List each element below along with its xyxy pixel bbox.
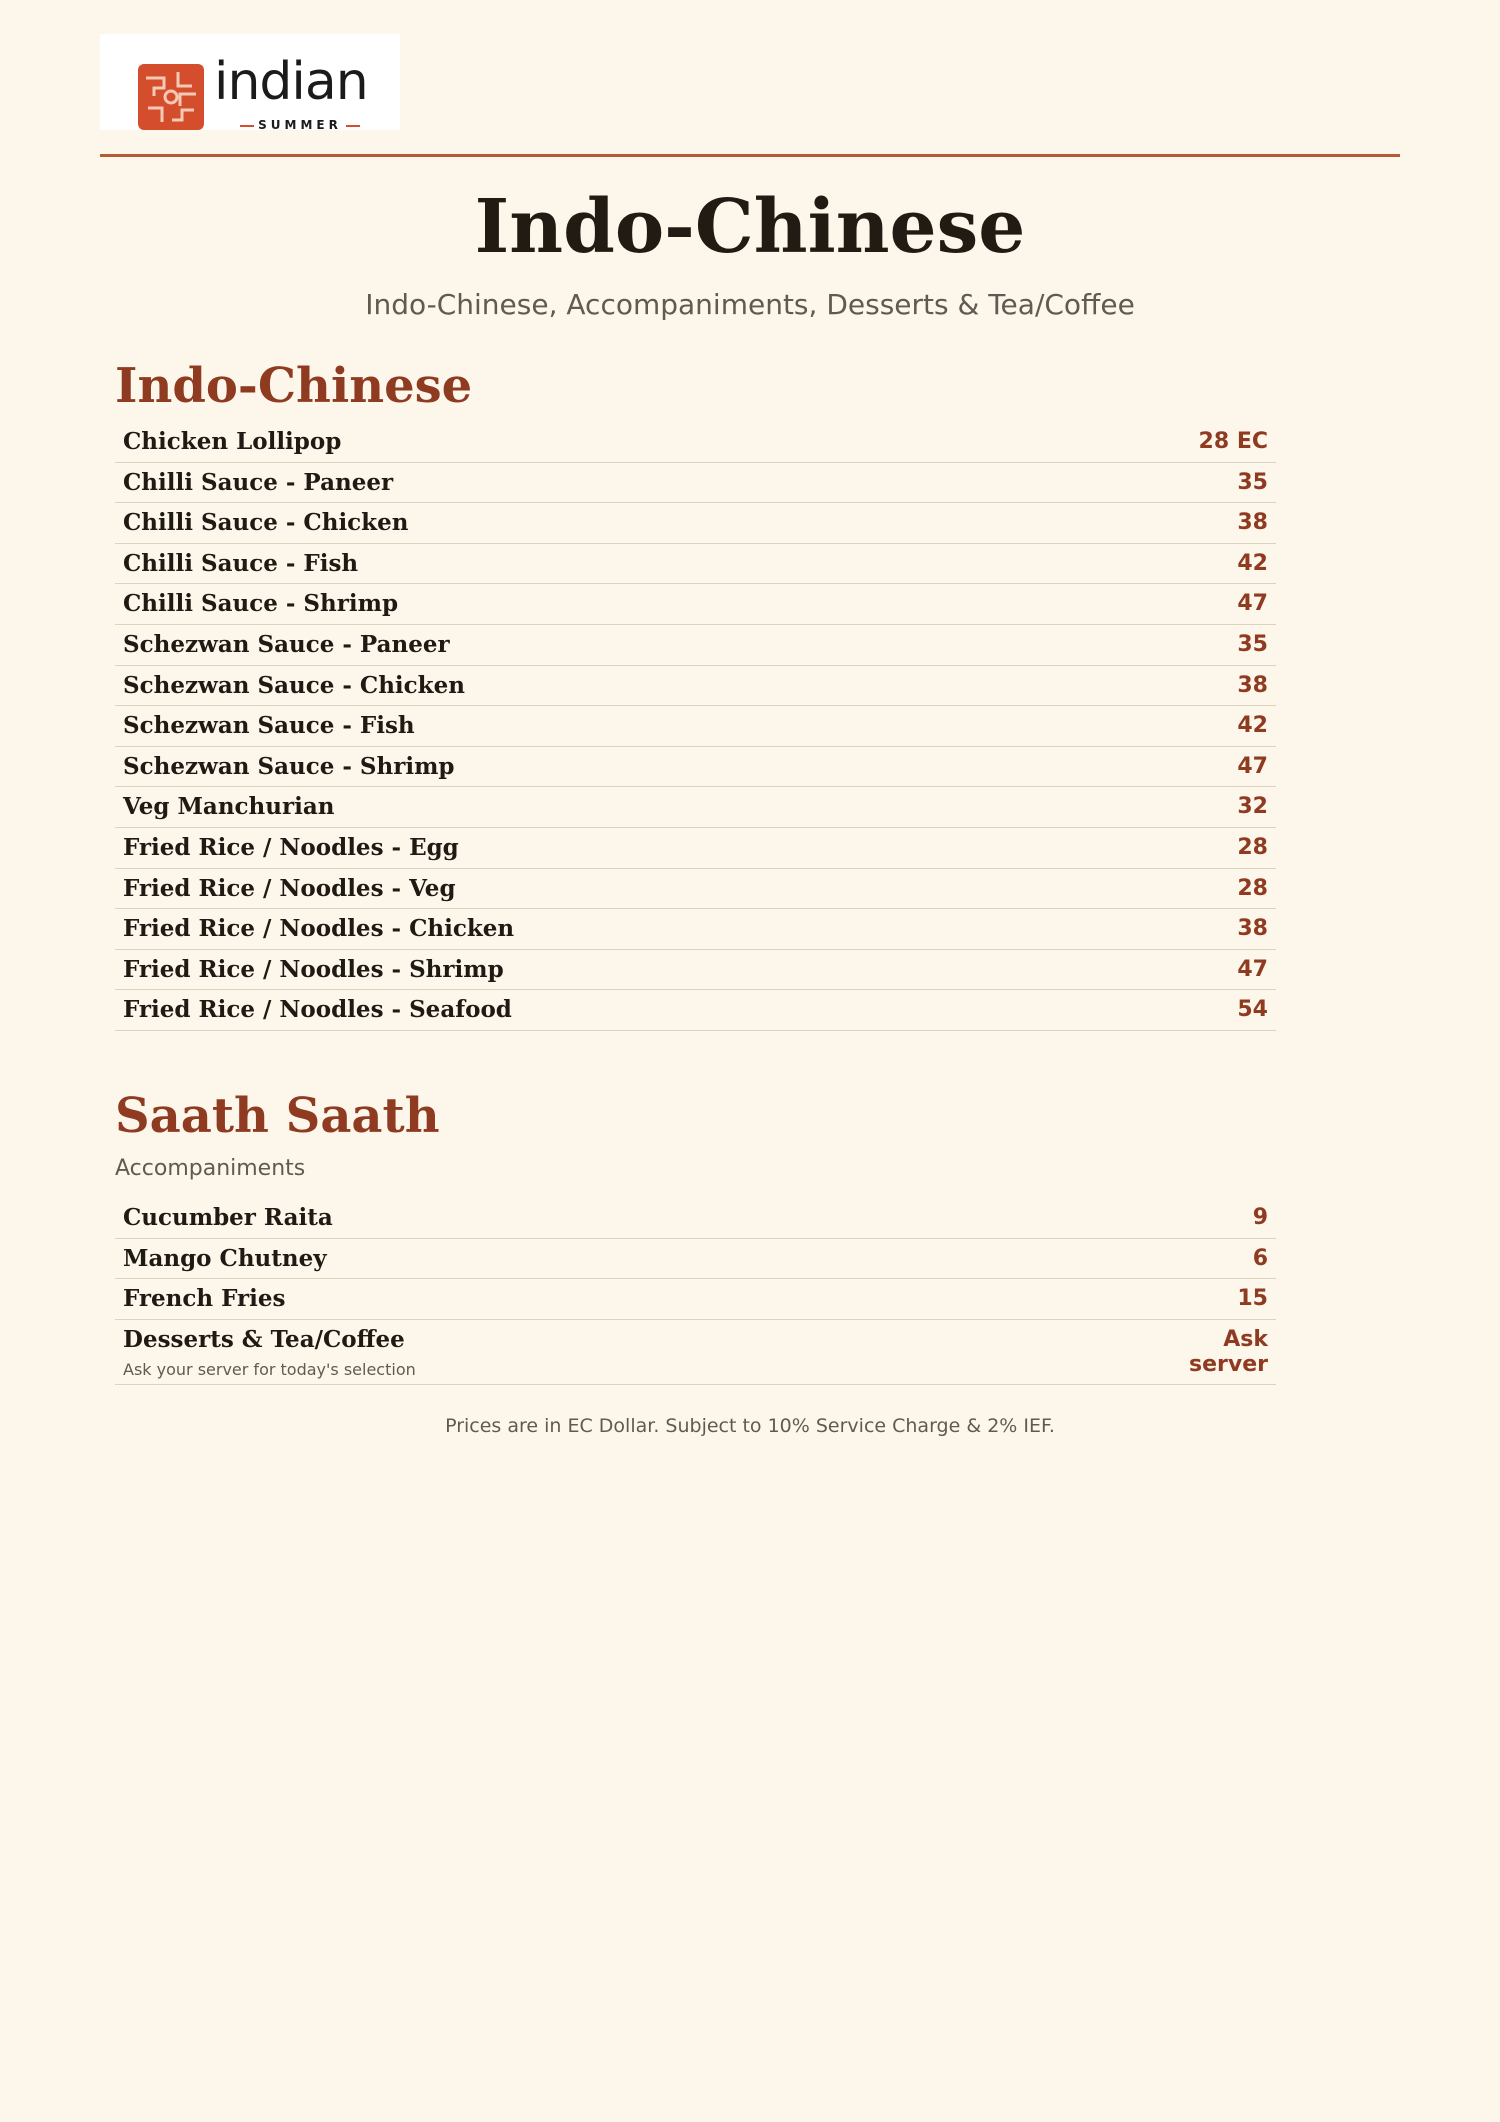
item-price: 35 [1237,631,1268,657]
menu-item [115,828,1276,869]
menu-item [115,787,1276,828]
menu-item [115,1279,1276,1320]
item-price: 47 [1237,753,1268,779]
menu-item [115,544,1276,585]
menu-list [115,1198,1276,1385]
menu-item [115,706,1276,747]
item-price: 47 [1237,591,1268,617]
footer-note: Prices are in EC Dollar. Subject to 10% Service Charge & 2% IEF. [445,1415,1055,1437]
item-price: 38 [1237,672,1268,698]
menu-section-indo-chinese [115,356,1276,1031]
item-price: 35 [1237,469,1268,495]
item-name: Cucumber Raita [123,1204,333,1231]
menu-section-saath-saath [115,1086,1276,1385]
menu-item [115,747,1276,788]
item-name: Schezwan Sauce - Paneer [123,630,450,658]
menu-item [115,1239,1276,1280]
item-name: Chilli Sauce - Chicken [123,509,409,537]
item-name: Chilli Sauce - Fish [123,549,359,577]
item-name: Schezwan Sauce - Fish [123,712,415,740]
section-title: Saath Saath [115,1088,440,1144]
item-price: 42 [1237,713,1268,739]
item-name: Schezwan Sauce - Shrimp [123,752,455,780]
menu-item [115,909,1276,950]
item-name: Fried Rice / Noodles - Seafood [123,996,512,1024]
menu-item [115,1320,1276,1385]
item-name: Chilli Sauce - Paneer [123,468,394,496]
section-title: Indo-Chinese [115,358,473,414]
item-name: Schezwan Sauce - Chicken [123,671,465,699]
menu-item [115,950,1276,991]
item-price: 32 [1237,794,1268,820]
item-name: Chicken Lollipop [123,428,342,455]
item-name: Chilli Sauce - Shrimp [123,590,399,618]
page-subtitle: Indo-Chinese, Accompaniments, Desserts & Tea/Coffee [365,288,1135,321]
item-price: 6 [1252,1245,1268,1271]
item-price: 28 EC [1198,429,1268,454]
item-name: Fried Rice / Noodles - Chicken [123,915,515,943]
item-price: 42 [1237,550,1268,576]
item-name: Mango Chutney [123,1244,327,1272]
menu-item [115,422,1276,463]
item-price: 47 [1237,956,1268,982]
item-price: 38 [1237,916,1268,942]
menu-item [115,503,1276,544]
logo-subtext: SUMMER [230,118,370,132]
item-price: 54 [1237,997,1268,1023]
menu-item [115,869,1276,910]
item-price: 15 [1237,1286,1268,1312]
item-price: Ask server [1189,1326,1268,1377]
item-name: Desserts & Tea/Coffee [123,1325,405,1353]
item-price: 38 [1237,510,1268,536]
page-title: Indo-Chinese [474,184,1026,270]
item-price: 28 [1237,834,1268,860]
menu-item [115,625,1276,666]
menu-item [115,463,1276,504]
item-note: Ask your server for today's selection [123,1359,416,1379]
menu-item [115,584,1276,625]
item-price: 28 [1237,875,1268,901]
menu-item [115,990,1276,1031]
header-divider [100,154,1400,157]
section-description: Accompaniments [115,1156,306,1181]
item-name: French Fries [123,1285,286,1313]
menu-item [115,666,1276,707]
logo-emblem-icon [138,64,204,130]
restaurant-logo [100,34,400,130]
logo-wordmark: indian [214,52,368,112]
menu-list [115,422,1276,1031]
item-name-group [123,1320,416,1382]
item-name: Fried Rice / Noodles - Veg [123,874,456,902]
menu-item [115,1198,1276,1239]
item-price: 9 [1252,1205,1268,1230]
item-name: Veg Manchurian [123,793,335,821]
item-name: Fried Rice / Noodles - Shrimp [123,955,504,983]
item-name: Fried Rice / Noodles - Egg [123,833,459,861]
